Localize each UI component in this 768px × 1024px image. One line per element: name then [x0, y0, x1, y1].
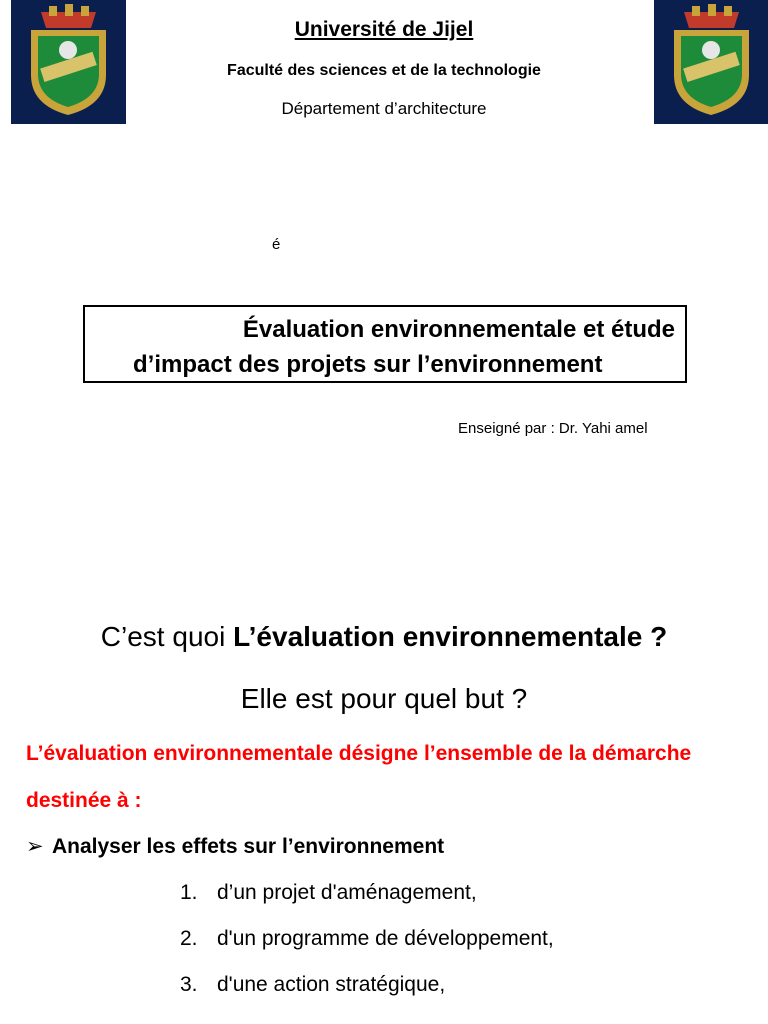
question-bold: L’évaluation environnementale ?	[233, 621, 668, 652]
course-title-line2: d’impact des projets sur l’environnement	[133, 351, 603, 378]
bullet-text: Analyser les effets sur l’environnement	[52, 835, 445, 858]
list-item-text: d'un programme de développement,	[217, 927, 554, 950]
arrow-bullet-icon: ➢	[26, 835, 44, 858]
stray-character: é	[272, 236, 281, 253]
list-item	[180, 973, 445, 997]
course-title-line1: Évaluation environnementale et étude	[242, 316, 675, 343]
course-title-box	[83, 305, 687, 383]
bullet-point	[26, 834, 444, 859]
list-item-number: 3.	[180, 973, 198, 996]
question-prefix: C’est quoi	[100, 621, 234, 652]
question-heading	[0, 621, 768, 653]
list-item-text: d’un projet d'aménagement,	[217, 881, 477, 904]
list-item-number: 1.	[180, 881, 198, 904]
list-item	[180, 927, 554, 951]
definition-line2: destinée à :	[26, 789, 142, 812]
department-name: Département d’architecture	[281, 99, 487, 118]
teacher-credit: Enseigné par : Dr. Yahi amel	[458, 420, 648, 437]
list-item	[180, 881, 477, 905]
list-item-number: 2.	[180, 927, 198, 950]
faculty-name: Faculté des sciences et de la technologie	[227, 62, 541, 79]
question-subheading: Elle est pour quel but ?	[240, 683, 528, 714]
definition-line1: L’évaluation environnementale désigne l’ensemble de la démarche	[26, 742, 692, 765]
list-item-text: d'une action stratégique,	[217, 973, 446, 996]
university-name: Université de Jijel	[294, 18, 474, 41]
